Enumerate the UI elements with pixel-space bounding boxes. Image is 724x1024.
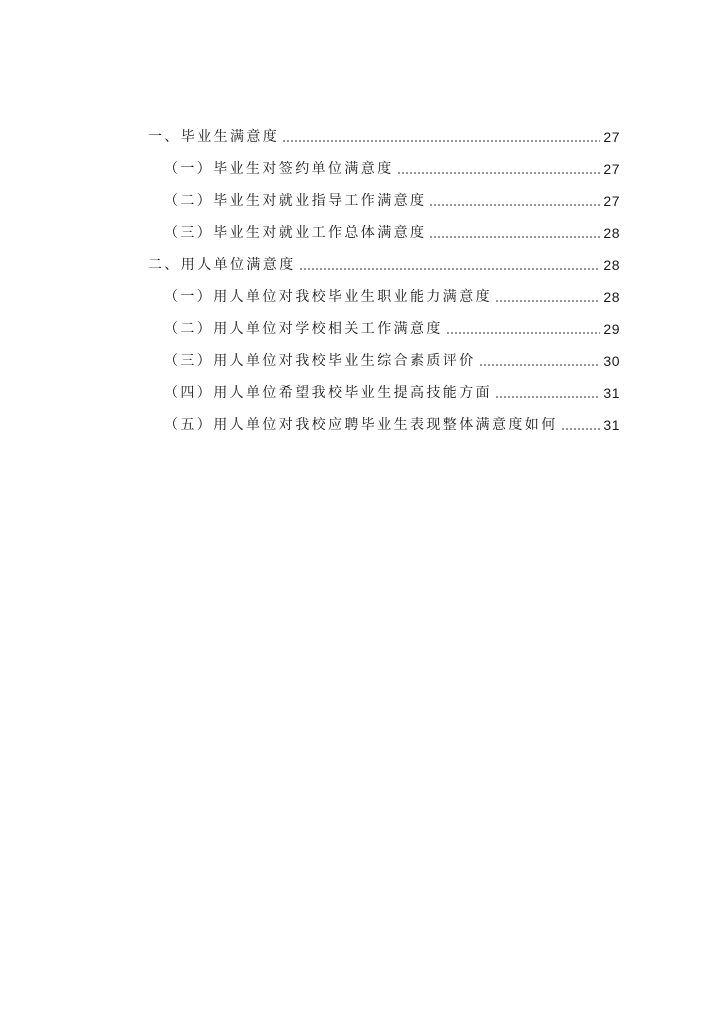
dot-leader [299,254,601,276]
toc-entry-title: （一）毕业生对签约单位满意度 [164,161,394,177]
toc-entry-title: （二）毕业生对就业指导工作满意度 [164,193,427,209]
toc-entry-page: 27 [603,193,620,209]
dot-leader [429,222,600,244]
toc-entry-page: 30 [603,353,620,369]
toc-entry-2-2[interactable] [164,318,620,340]
toc-entry-2-1[interactable] [164,286,620,308]
toc-entry-title: （四）用人单位希望我校毕业生提高技能方面 [164,385,492,401]
toc-entry-title: （一）用人单位对我校毕业生职业能力满意度 [164,289,492,305]
dot-leader [479,350,601,372]
dot-leader [495,286,600,308]
toc-entry-page: 31 [603,417,620,433]
toc-entry-1-2[interactable] [164,190,620,212]
toc-entry-title: 二、用人单位满意度 [148,257,296,273]
toc-entry-2-3[interactable] [164,350,620,372]
toc-entry-title: 一、毕业生满意度 [148,129,280,145]
toc-entry-page: 28 [603,257,620,273]
toc-entry-title: （三）毕业生对就业工作总体满意度 [164,225,427,241]
toc-entry-page: 29 [603,321,620,337]
toc-entry-title: （二）用人单位对学校相关工作满意度 [164,321,443,337]
dot-leader [282,126,600,148]
dot-leader [561,414,601,436]
toc-entry-1-1[interactable] [164,158,620,180]
toc-entry-title: （三）用人单位对我校毕业生综合素质评价 [164,353,476,369]
toc-entry-page: 31 [603,385,620,401]
toc-entry-2-5[interactable] [164,414,620,436]
dot-leader [446,318,601,340]
toc-entry-2-4[interactable] [164,382,620,404]
toc-entry-page: 28 [603,225,620,241]
toc-entry-2[interactable] [148,254,620,276]
toc-entry-page: 27 [603,161,620,177]
toc-entry-1-3[interactable] [164,222,620,244]
dot-leader [495,382,600,404]
toc-entry-1[interactable] [148,126,620,148]
dot-leader [429,190,600,212]
toc-entry-page: 27 [603,129,620,145]
dot-leader [397,158,601,180]
toc-entry-page: 28 [603,289,620,305]
toc-entry-title: （五）用人单位对我校应聘毕业生表现整体满意度如何 [164,417,558,433]
